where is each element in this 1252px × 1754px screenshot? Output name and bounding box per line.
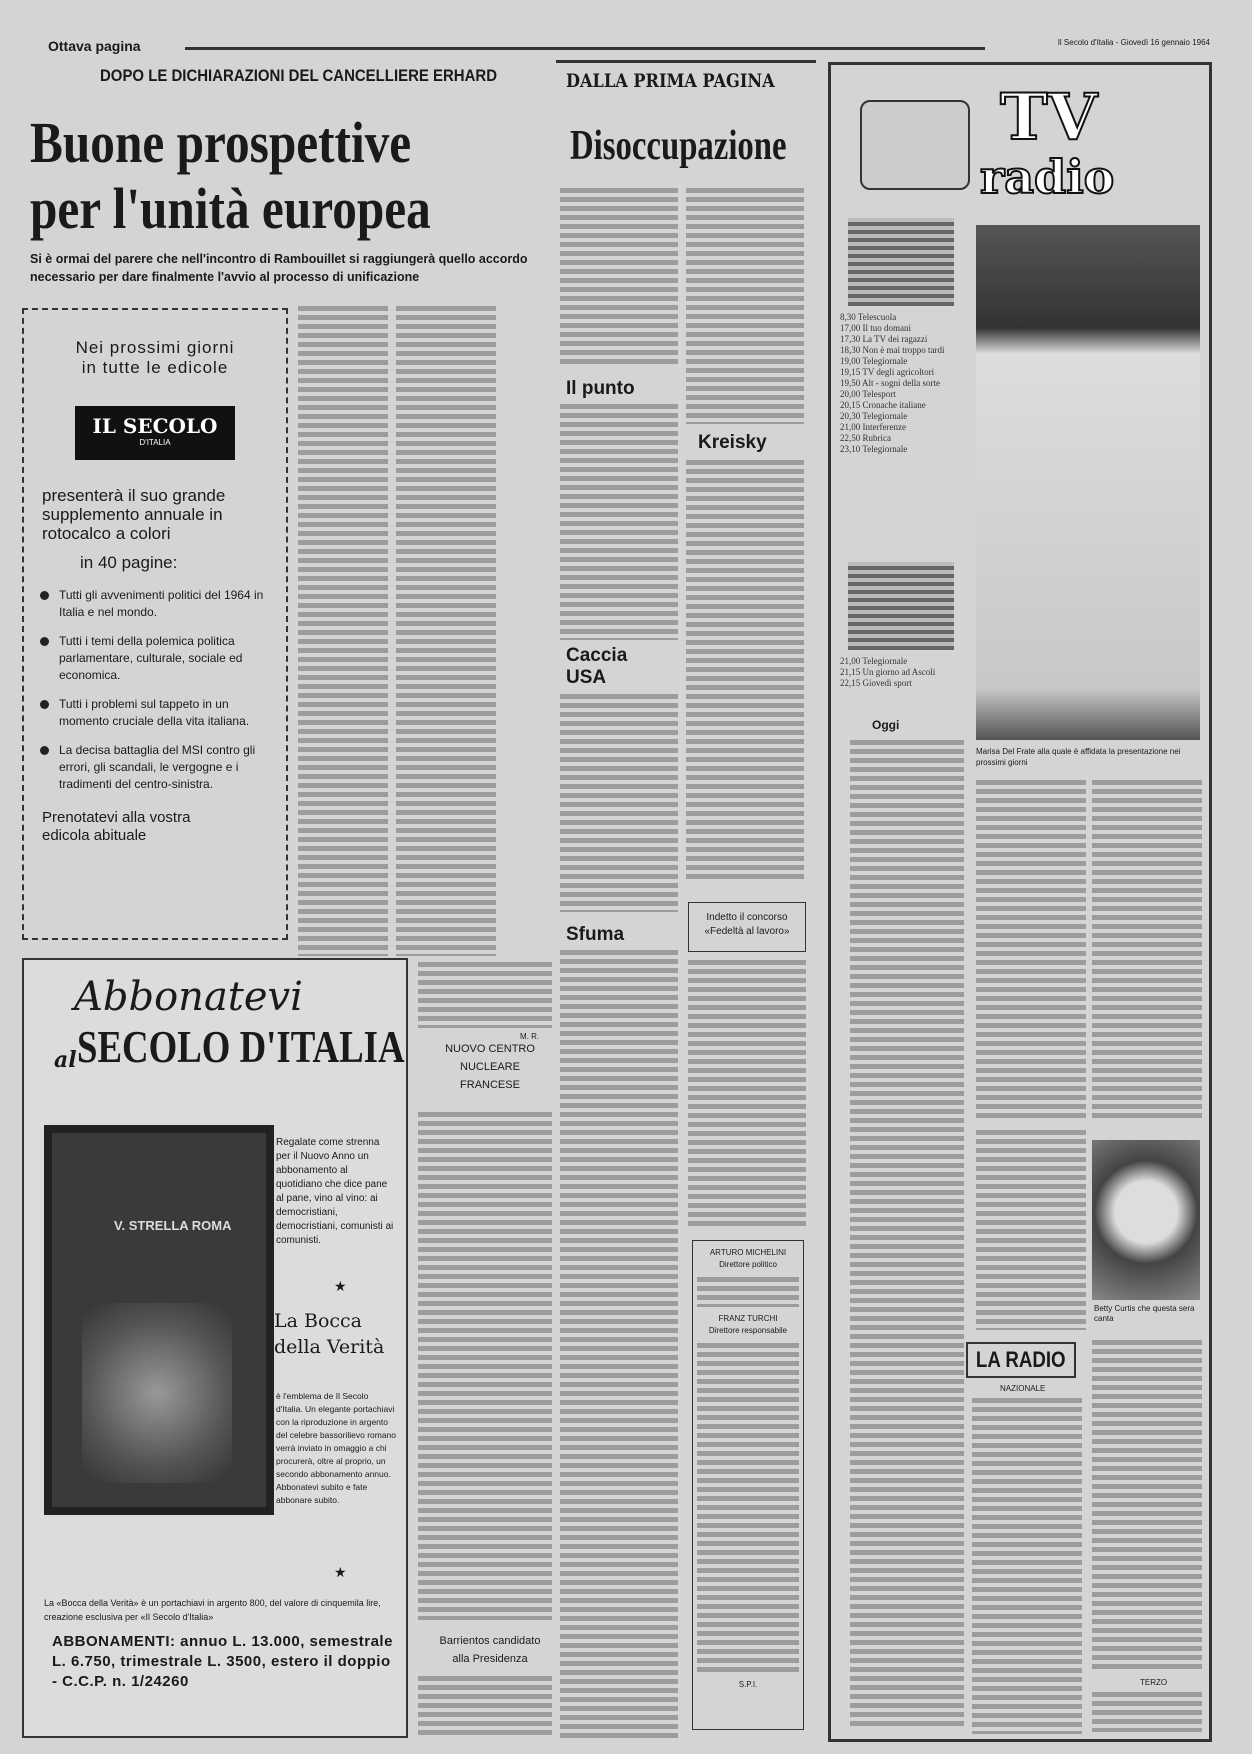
subhead-kreisky: Kreisky [698, 432, 767, 453]
oggi-body-3 [1092, 780, 1202, 1120]
colophon-director: ARTURO MICHELINI [709, 1248, 787, 1257]
middle-col-a4 [560, 950, 678, 1740]
disoccupazione-headline: Disoccupazione [570, 123, 787, 169]
divider [556, 60, 816, 63]
promo-bullet: La decisa battaglia del MSI contro gli errori, gli scandali, le vergogne e i tradimenti del centro-sinistra. [40, 742, 270, 793]
subscribe-al: al [54, 1047, 77, 1073]
colophon-role: Direttore politico [719, 1260, 777, 1269]
lead-headline [30, 110, 431, 242]
colophon-publisher: S.P.I. [738, 1680, 758, 1689]
lead-body-col1 [298, 306, 388, 956]
oggi-body-4 [976, 1130, 1086, 1330]
tv-schedule-2: 21,00 Telegiornale 21,15 Un giorno ad Ascoli 22,15 Giovedì sport [840, 656, 936, 688]
concorso-body [688, 960, 806, 1230]
tv-schedule-1: 8,30 Telescuola 17,00 Il tuo domani 17,30 La TV dei ragazzi 18,30 Non è mai troppo tardi 19,00 Telegiornale 19,15 TV degli agricoltori 19,50 Alt - sogni della sorte 20,00 Telesport 20,15 Cronache italiane 20,30 Telegiornale 21,00 Interferenze 22,50 Rubrica 23,10 Telegiornale [840, 312, 945, 454]
radio-title: radio [980, 150, 1115, 204]
lead-body-col3 [418, 962, 552, 1028]
oggi-body-2 [976, 780, 1086, 1120]
signature: M. R. [520, 1032, 540, 1041]
bocca-title: La Bocca della Verità [274, 1310, 385, 1358]
promo-body: presenterà il suo grande supplemento annuale in rotocalco a colori [42, 486, 226, 543]
promo-bullet: Tutti gli avvenimenti politici del 1964 in Italia e nel mondo. [40, 587, 270, 621]
middle-col-a2 [560, 404, 678, 640]
photo-caption-2: Betty Curtis che questa sera canta [1094, 1304, 1195, 1323]
colophon [692, 1240, 804, 1730]
photo-betty-curtis [1092, 1140, 1200, 1300]
masthead-date: Il Secolo d'Italia - Giovedì 16 gennaio 1964 [1057, 38, 1210, 47]
subhead-caccia-usa: Caccia USA [566, 645, 628, 688]
logo-sub: D'ITALIA [139, 438, 171, 447]
promo-bullet: Tutti i temi della polemica politica parlamentare, culturale, sociale ed economica. [40, 633, 270, 684]
subhead-sfuma: Sfuma [566, 924, 625, 945]
concorso-headline: Indetto il concorso «Fedeltà al lavoro» [704, 912, 790, 937]
subscription-rates: ABBONAMENTI: annuo L. 13.000, semestrale L. 6.750, trimestrale L. 3500, estero il doppio - C.C.P. n. 1/24260 [52, 1633, 393, 1690]
barrientos-headline: Barrientos candidato alla Presidenza [439, 1635, 541, 1665]
nuclear-body [418, 1112, 552, 1620]
colophon-role2: Direttore responsabile [708, 1326, 788, 1335]
colophon-editor: FRANZ TURCHI [718, 1314, 778, 1323]
promo-pages: in 40 pagine: [80, 553, 178, 572]
promo-box [22, 308, 288, 940]
gift-text: Regalate come strenna per il Nuovo Anno un abbonamento al quotidiano che dice pane al pane, vino al vino: ai democristiani, democristiani, comunisti ai comunisti. [276, 1137, 394, 1246]
bocca-medallion-icon [82, 1303, 232, 1483]
terzo-heading: TERZO [1140, 1678, 1168, 1687]
middle-section-title: DALLA PRIMA PAGINA [566, 70, 775, 92]
keyring-label: V. STRELLA ROMA [114, 1218, 232, 1233]
section-label: Ottava pagina [48, 38, 141, 54]
lead-kicker: DOPO LE DICHIARAZIONI DEL CANCELLIERE ERHARD [100, 66, 498, 85]
channel2-logo-icon [848, 562, 954, 650]
promo-line2: in tutte le edicole [81, 358, 229, 377]
tv-title: TV [1000, 80, 1098, 155]
lead-body-col2 [396, 306, 496, 956]
subscribe-title: Abbonatevi [74, 974, 303, 1020]
headline-line-2: per l'unità europea [30, 176, 431, 241]
middle-col-a [560, 188, 678, 368]
lead-subhead: Si è ormai del parere che nell'incontro di Rambouillet si raggiungerà quello accordo necessario per dare finalmente l'avvio al processo di unificazione [30, 252, 528, 284]
bocca-text: è l'emblema de Il Secolo d'Italia. Un elegante portachiavi con la riproduzione in argento del celebre bassorilievo romano verrà inviato in omaggio a chi procurerà, oltre al proprio, un secondo abbonamento annuo. Abbonatevi subito e fate abbonare subito. [276, 1391, 397, 1505]
photo-caption-1: Marisa Del Frate alla quale è affidata la presentazione nei prossimi giorni [976, 747, 1181, 767]
tv-set-icon [860, 100, 970, 190]
promo-bullet: Tutti i problemi sul tappeto in un momento cruciale della vita italiana. [40, 696, 270, 730]
middle-col-b2 [686, 460, 804, 880]
la-radio-heading [966, 1342, 1076, 1378]
promo-footer: Prenotatevi alla vostra edicola abituale [42, 809, 191, 844]
radio-body-2 [1092, 1340, 1202, 1670]
photo-marisa-del-frate [976, 225, 1200, 740]
star-icon: ★ [334, 1564, 347, 1580]
barrientos-body [418, 1676, 552, 1736]
headline-line-1: Buone prospettive [30, 110, 412, 175]
secolo-logo [75, 406, 235, 460]
promo-line1: Nei prossimi giorni [75, 338, 235, 357]
radio-body-3 [1092, 1692, 1202, 1732]
keyring-photo [44, 1125, 274, 1515]
star-icon: ★ [334, 1278, 347, 1294]
nuclear-headline: NUOVO CENTRO NUCLEARE FRANCESE [445, 1043, 535, 1091]
subhead-il-punto: Il punto [566, 378, 635, 399]
nazionale-heading: NAZIONALE [1000, 1384, 1046, 1393]
oggi-heading: Oggi [872, 718, 900, 732]
subscribe-paper: SECOLO D'ITALIA [76, 1021, 405, 1072]
oggi-body-1 [850, 740, 964, 1730]
subscribe-ad [22, 958, 408, 1738]
channel1-logo-icon [848, 218, 954, 306]
keyring-caption: La «Bocca della Verità» è un portachiavi in argento 800, del valore di cinquemila lire, creazione esclusiva per «Il Secolo d'Italia» [44, 1598, 381, 1622]
la-radio-title: LA RADIO [976, 1347, 1066, 1372]
middle-col-b [686, 188, 804, 424]
middle-col-a3 [560, 694, 678, 912]
header-rule [185, 47, 985, 50]
logo-text: IL SECOLO [92, 414, 218, 438]
concorso-box [688, 902, 806, 952]
radio-body-1 [972, 1398, 1082, 1734]
